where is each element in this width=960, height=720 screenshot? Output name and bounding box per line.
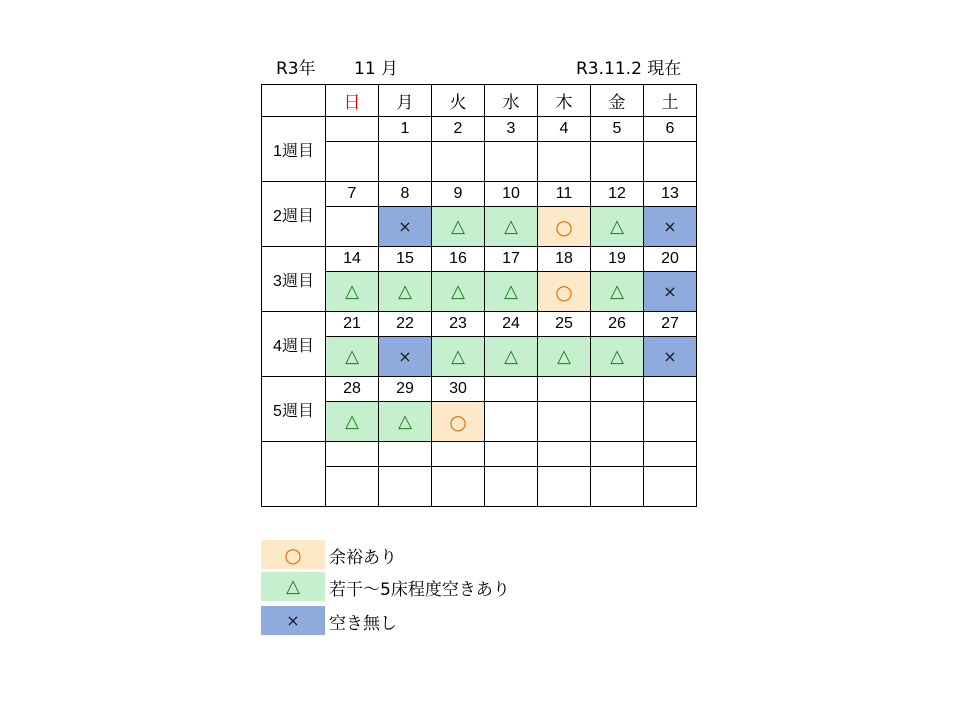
as-of-date-label: R3.11.2 現在 bbox=[576, 59, 682, 79]
status-cell-sat bbox=[644, 337, 697, 377]
status-cell-sun bbox=[326, 272, 379, 312]
status-cell-sun bbox=[326, 142, 379, 182]
date-cell-sun: 28 bbox=[326, 377, 379, 402]
triangle-mark-icon: △ bbox=[610, 346, 624, 367]
status-cell-fri bbox=[591, 467, 644, 507]
status-cell-mon bbox=[379, 272, 432, 312]
circle-mark-icon: ○ bbox=[555, 279, 573, 304]
status-cell-fri bbox=[591, 207, 644, 247]
status-cell-mon bbox=[379, 337, 432, 377]
date-cell-fri: 12 bbox=[591, 182, 644, 207]
month-label: 11 月 bbox=[354, 59, 399, 79]
week-6-date-row bbox=[262, 442, 697, 467]
date-cell-mon: 22 bbox=[379, 312, 432, 337]
status-cell-fri bbox=[591, 337, 644, 377]
date-cell-sat: 13 bbox=[644, 182, 697, 207]
weekday-header-thu: 木 bbox=[538, 85, 591, 117]
date-cell-sun: 7 bbox=[326, 182, 379, 207]
status-cell-wed bbox=[485, 272, 538, 312]
date-cell-thu: 25 bbox=[538, 312, 591, 337]
cross-mark-icon: × bbox=[663, 216, 677, 236]
date-cell-sun bbox=[326, 117, 379, 142]
triangle-mark-icon: △ bbox=[398, 281, 412, 302]
status-cell-thu bbox=[538, 142, 591, 182]
cross-mark-icon: × bbox=[286, 611, 300, 630]
date-cell-thu: 4 bbox=[538, 117, 591, 142]
status-cell-mon bbox=[379, 402, 432, 442]
date-cell-tue: 2 bbox=[432, 117, 485, 142]
triangle-mark-icon: △ bbox=[557, 346, 571, 367]
circle-mark-icon: ○ bbox=[284, 542, 302, 567]
status-cell-thu bbox=[538, 402, 591, 442]
legend-swatch-full bbox=[261, 606, 325, 635]
status-cell-fri bbox=[591, 142, 644, 182]
status-cell-wed bbox=[485, 337, 538, 377]
date-cell-fri bbox=[591, 442, 644, 467]
week-5-status-row bbox=[262, 402, 697, 442]
status-cell-sat bbox=[644, 272, 697, 312]
date-cell-thu bbox=[538, 442, 591, 467]
weekday-header-mon: 月 bbox=[379, 85, 432, 117]
era-year-label: R3年 bbox=[276, 59, 316, 79]
date-cell-tue: 30 bbox=[432, 377, 485, 402]
cross-mark-icon: × bbox=[663, 346, 677, 366]
triangle-mark-icon: △ bbox=[398, 411, 412, 432]
week-label: 1週目 bbox=[262, 117, 326, 182]
cross-mark-icon: × bbox=[398, 216, 412, 236]
status-cell-tue bbox=[432, 207, 485, 247]
week-label: 4週目 bbox=[262, 312, 326, 377]
date-cell-sat: 27 bbox=[644, 312, 697, 337]
date-cell-mon: 8 bbox=[379, 182, 432, 207]
corner-cell bbox=[262, 85, 326, 117]
date-cell-thu: 11 bbox=[538, 182, 591, 207]
triangle-mark-icon: △ bbox=[345, 346, 359, 367]
status-cell-sat bbox=[644, 467, 697, 507]
status-cell-sun bbox=[326, 207, 379, 247]
status-cell-sun bbox=[326, 337, 379, 377]
week-6-status-row bbox=[262, 467, 697, 507]
date-cell-mon: 15 bbox=[379, 247, 432, 272]
date-cell-sat: 6 bbox=[644, 117, 697, 142]
date-cell-fri: 5 bbox=[591, 117, 644, 142]
weekday-header-wed: 水 bbox=[485, 85, 538, 117]
status-cell-fri bbox=[591, 402, 644, 442]
week-label: 5週目 bbox=[262, 377, 326, 442]
status-cell-sun bbox=[326, 402, 379, 442]
triangle-mark-icon: △ bbox=[345, 411, 359, 432]
weekday-header-sat: 土 bbox=[644, 85, 697, 117]
triangle-mark-icon: △ bbox=[451, 216, 465, 237]
date-cell-wed: 24 bbox=[485, 312, 538, 337]
triangle-mark-icon: △ bbox=[286, 576, 300, 597]
week-2-status-row bbox=[262, 207, 697, 247]
status-cell-sun bbox=[326, 467, 379, 507]
week-4-status-row bbox=[262, 337, 697, 377]
triangle-mark-icon: △ bbox=[451, 281, 465, 302]
bed-availability-calendar bbox=[261, 84, 697, 507]
circle-mark-icon: ○ bbox=[555, 214, 573, 239]
legend-swatch-available bbox=[261, 540, 325, 569]
cross-mark-icon: × bbox=[398, 346, 412, 366]
date-cell-tue bbox=[432, 442, 485, 467]
circle-mark-icon: ○ bbox=[449, 409, 467, 434]
status-cell-wed bbox=[485, 207, 538, 247]
date-cell-mon bbox=[379, 442, 432, 467]
triangle-mark-icon: △ bbox=[504, 216, 518, 237]
status-cell-mon bbox=[379, 467, 432, 507]
triangle-mark-icon: △ bbox=[451, 346, 465, 367]
status-cell-sat bbox=[644, 207, 697, 247]
status-cell-mon bbox=[379, 142, 432, 182]
date-cell-wed: 10 bbox=[485, 182, 538, 207]
week-5-date-row bbox=[262, 377, 697, 402]
week-label: 3週目 bbox=[262, 247, 326, 312]
week-label: 2週目 bbox=[262, 182, 326, 247]
status-cell-wed bbox=[485, 142, 538, 182]
date-cell-mon: 29 bbox=[379, 377, 432, 402]
calendar-body bbox=[262, 85, 697, 507]
status-cell-tue bbox=[432, 337, 485, 377]
status-cell-sat bbox=[644, 402, 697, 442]
status-cell-fri bbox=[591, 272, 644, 312]
legend-text-available: 余裕あり bbox=[329, 548, 397, 568]
triangle-mark-icon: △ bbox=[504, 346, 518, 367]
date-cell-sun: 21 bbox=[326, 312, 379, 337]
date-cell-sat bbox=[644, 377, 697, 402]
triangle-mark-icon: △ bbox=[504, 281, 518, 302]
date-cell-thu bbox=[538, 377, 591, 402]
week-1-status-row bbox=[262, 142, 697, 182]
week-4-date-row bbox=[262, 312, 697, 337]
date-cell-tue: 9 bbox=[432, 182, 485, 207]
date-cell-sun bbox=[326, 442, 379, 467]
date-cell-tue: 23 bbox=[432, 312, 485, 337]
date-cell-wed bbox=[485, 442, 538, 467]
date-cell-sat: 20 bbox=[644, 247, 697, 272]
triangle-mark-icon: △ bbox=[610, 281, 624, 302]
date-cell-wed bbox=[485, 377, 538, 402]
status-cell-thu bbox=[538, 207, 591, 247]
status-cell-thu bbox=[538, 272, 591, 312]
legend-text-limited: 若干～5床程度空きあり bbox=[329, 580, 510, 600]
date-cell-fri: 19 bbox=[591, 247, 644, 272]
date-cell-mon: 1 bbox=[379, 117, 432, 142]
status-cell-thu bbox=[538, 467, 591, 507]
date-cell-sun: 14 bbox=[326, 247, 379, 272]
status-cell-tue bbox=[432, 272, 485, 312]
date-cell-fri: 26 bbox=[591, 312, 644, 337]
date-cell-fri bbox=[591, 377, 644, 402]
date-cell-sat bbox=[644, 442, 697, 467]
status-cell-mon bbox=[379, 207, 432, 247]
weekday-header-tue: 火 bbox=[432, 85, 485, 117]
weekday-header-row bbox=[262, 85, 697, 117]
date-cell-thu: 18 bbox=[538, 247, 591, 272]
status-cell-tue bbox=[432, 467, 485, 507]
weekday-header-sun: 日 bbox=[326, 85, 379, 117]
week-3-date-row bbox=[262, 247, 697, 272]
triangle-mark-icon: △ bbox=[345, 281, 359, 302]
week-3-status-row bbox=[262, 272, 697, 312]
status-cell-tue bbox=[432, 142, 485, 182]
week-label bbox=[262, 442, 326, 507]
status-cell-wed bbox=[485, 467, 538, 507]
legend-text-full: 空き無し bbox=[329, 614, 397, 634]
date-cell-wed: 17 bbox=[485, 247, 538, 272]
cross-mark-icon: × bbox=[663, 281, 677, 301]
status-cell-sat bbox=[644, 142, 697, 182]
week-1-date-row bbox=[262, 117, 697, 142]
status-cell-thu bbox=[538, 337, 591, 377]
status-cell-wed bbox=[485, 402, 538, 442]
week-2-date-row bbox=[262, 182, 697, 207]
triangle-mark-icon: △ bbox=[610, 216, 624, 237]
legend-swatch-limited bbox=[261, 572, 325, 601]
weekday-header-fri: 金 bbox=[591, 85, 644, 117]
status-cell-tue bbox=[432, 402, 485, 442]
date-cell-tue: 16 bbox=[432, 247, 485, 272]
date-cell-wed: 3 bbox=[485, 117, 538, 142]
